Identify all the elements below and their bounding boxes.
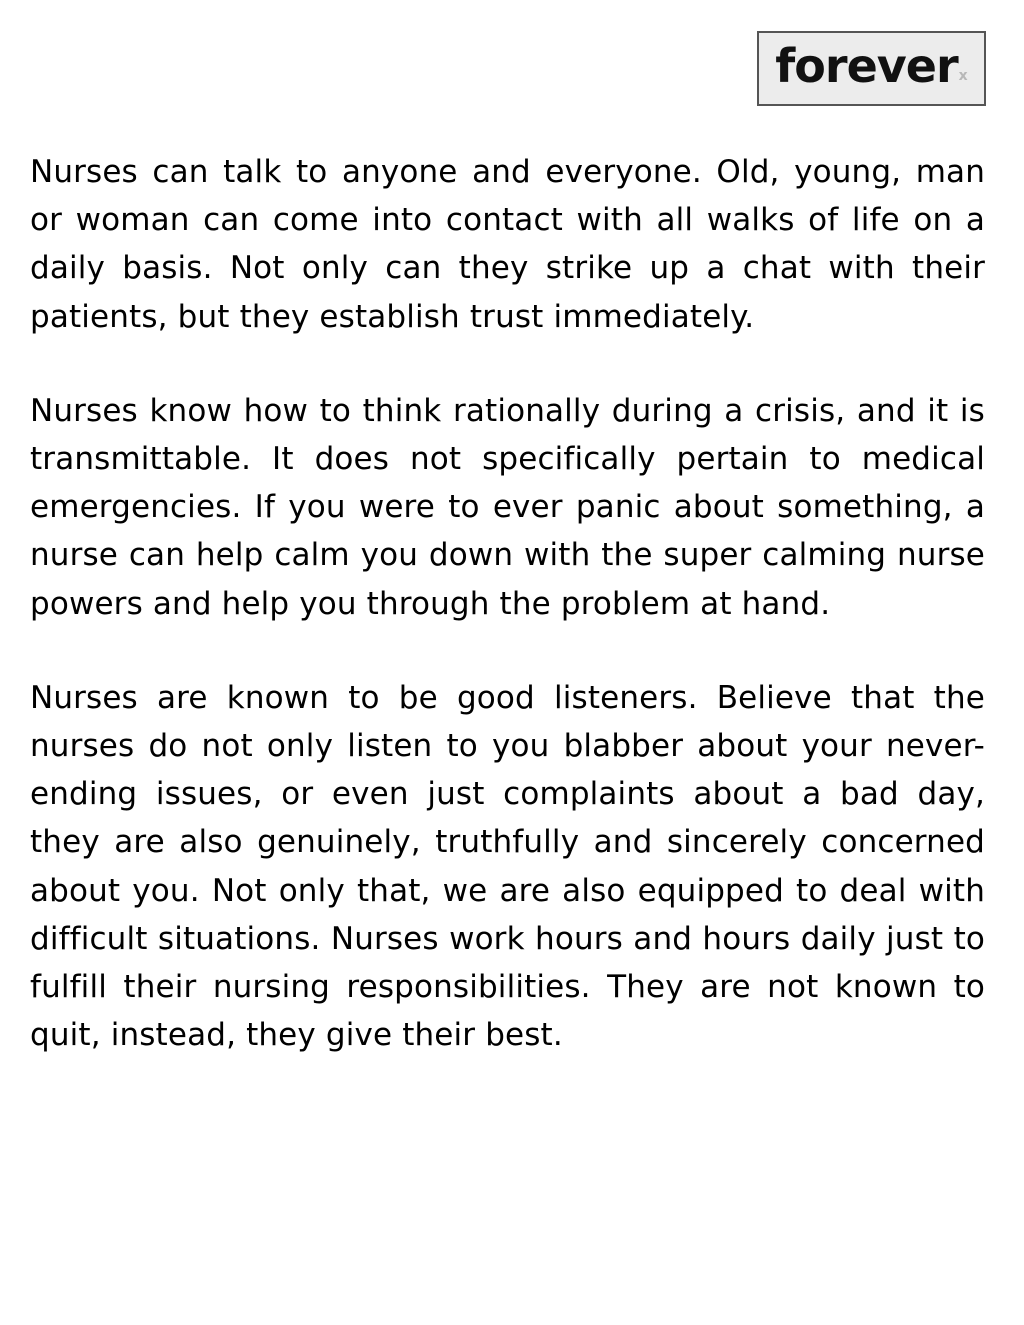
paragraph-crisis: Nurses know how to think rationally during a crisis, and it is transmittable. It does not specifically pertain to medical emergencies. If you were to ever panic about something, a nurse can help calm you down with the super calming nurse powers and help you through the problem at hand. xyxy=(30,392,985,622)
logo-x-mark: x xyxy=(958,68,968,84)
paragraph-listeners: Nurses are known to be good listeners. Believe that the nurses do not only listen to you blabber about your never-ending issues, or even just complaints about a bad day, they are also genuinely, truthfully and sincerely concerned about you. Not only that, we are also equipped to deal with difficult situations. Nurses work hours and hours daily just to fulfill their nursing responsibilities. They are not known to quit, instead, they give their best. xyxy=(30,679,985,1054)
forever-logo xyxy=(757,31,986,106)
logo-wordmark: forever xyxy=(775,38,958,93)
document-body xyxy=(30,148,985,1105)
paragraph-talk: Nurses can talk to anyone and everyone. Old, young, man or woman can come into contact with all walks of life on a daily basis. Not only can they strike up a chat with their patients, but they establish trust immediately. xyxy=(30,154,985,335)
